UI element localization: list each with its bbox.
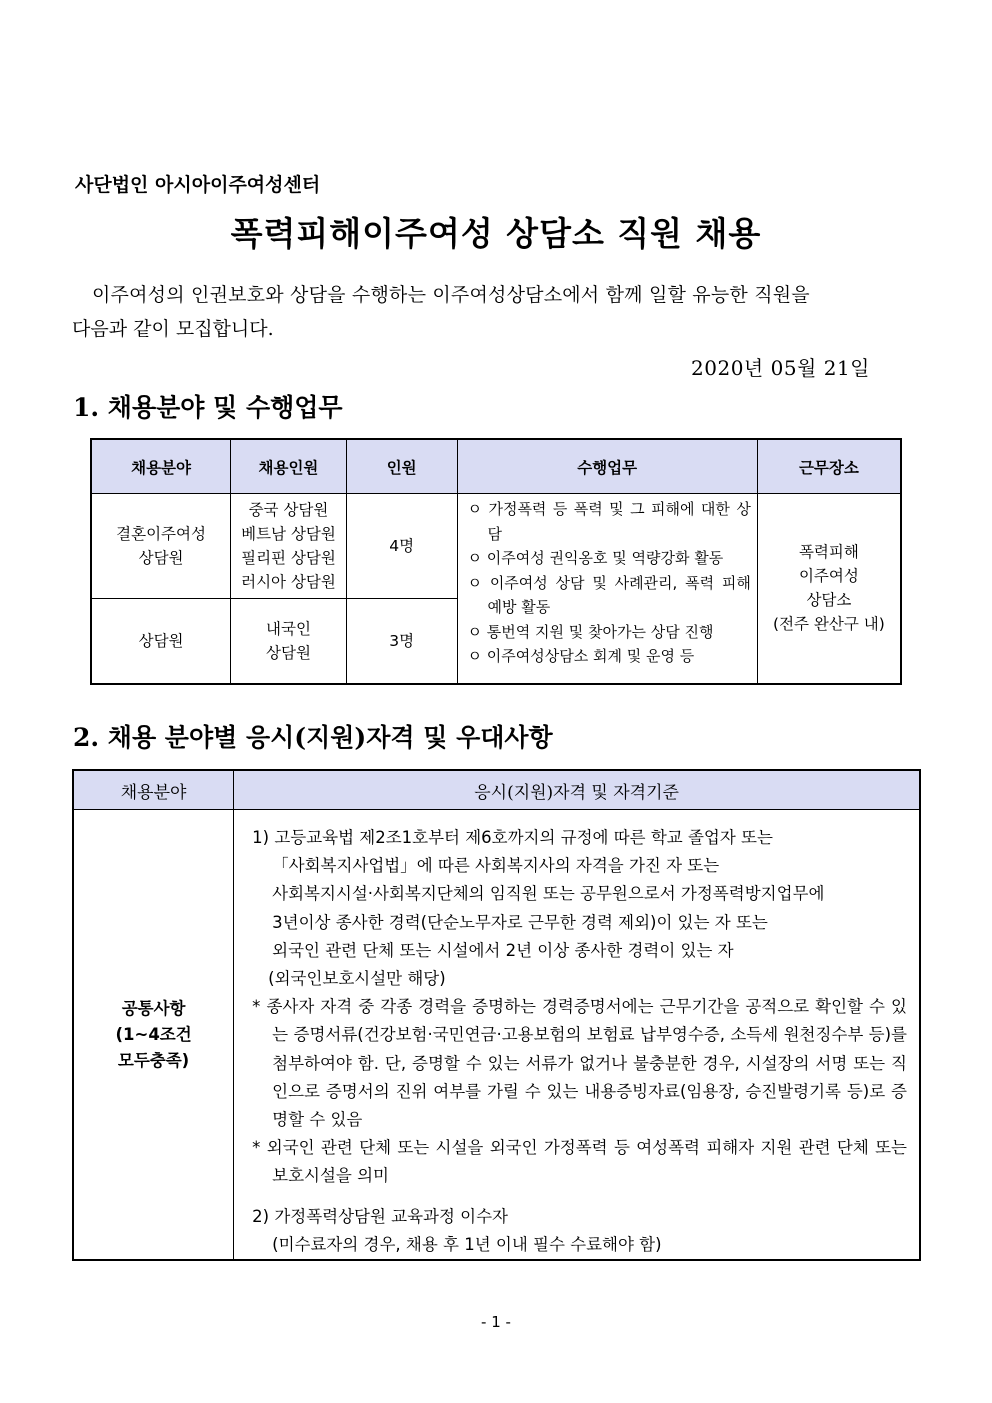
- col-location: 근무장소: [757, 439, 901, 494]
- table-row: [91, 494, 901, 599]
- col-count: 인원: [346, 439, 457, 494]
- organization-name: 사단법인 아시아이주여성센터: [75, 174, 321, 196]
- duty-item: ㅇ 이주여성상담소 회계 및 운영 등: [467, 647, 695, 665]
- duty-item: ㅇ 통번역 지원 및 찾아가는 상담 진행: [467, 622, 714, 641]
- roles-cell: 중국 상담원 베트남 상담원 필리핀 상담원 러시아 상담원: [231, 494, 347, 599]
- col-field: 채용분야: [91, 439, 231, 494]
- section1-heading: 1. 채용분야 및 수행업무: [73, 393, 343, 422]
- page-number: - 1 -: [481, 1313, 511, 1331]
- col-qualification: 응시(지원)자격 및 자격기준: [234, 770, 920, 810]
- count-cell: 4명: [346, 494, 457, 599]
- location-cell: 폭력피해 이주여성 상담소 (전주 완산구 내): [757, 494, 901, 684]
- note-item: * 종사자 자격 중 각종 경력을 증명하는 경력증명서에는 근무기간을 공적으로 확인할 수 있는 증명서류(건강보험·국민연금·고용보험의 보험료 납부영수증, 소득세 원천징수부 등)를 첨부하여야 함. 단, 증명할 수 있는 서류가 없거나 불충분한 경우, 시설장의 서명 또는 직인으로 증명서의 진위 여부를 가릴 수 있는 내용증빙자료(임용장, 승진발령기록 등)로 증명할 수 있음: [252, 997, 907, 1130]
- duty-item: ㅇ 이주여성 권익옹호 및 역량강화 활동: [467, 549, 724, 567]
- qualification-table: [72, 769, 921, 1261]
- duty-item: ㅇ 이주여성 상담 및 사례관리, 폭력 피해 예방 활동: [467, 573, 751, 616]
- roles-cell: 내국인 상담원: [231, 599, 347, 684]
- count-cell: 3명: [346, 599, 457, 684]
- qualification-item: 2) 가정폭력상담원 교육과정 이수자 (미수료자의 경우, 채용 후 1년 이내 필수 수료해야 함): [252, 1206, 662, 1254]
- col-duties: 수행업무: [457, 439, 757, 494]
- recruitment-table: [90, 438, 902, 685]
- recruitment-table-header: [91, 439, 901, 494]
- duties-cell: [457, 494, 757, 684]
- section2-heading: 2. 채용 분야별 응시(지원)자격 및 우대사항: [73, 723, 553, 752]
- intro-line-1: 이주여성의 인권보호와 상담을 수행하는 이주여성상담소에서 함께 일할 유능한 직원을: [92, 284, 810, 306]
- table-row: [73, 810, 920, 1261]
- duty-item: ㅇ 가정폭력 등 폭력 및 그 피해에 대한 상담: [467, 500, 751, 543]
- intro-paragraph: [72, 278, 922, 346]
- field-cell: 상담원: [91, 599, 231, 684]
- intro-line-2: 다음과 같이 모집합니다.: [72, 318, 274, 340]
- category-cell: 공통사항 (1~4조건 모두충족): [73, 810, 234, 1261]
- page-title: 폭력피해이주여성 상담소 직원 채용: [230, 214, 762, 253]
- posting-date: 2020년 05월 21일: [691, 356, 870, 380]
- col-field: 채용분야: [73, 770, 234, 810]
- qualification-cell: [234, 810, 920, 1261]
- col-roles: 채용인원: [231, 439, 347, 494]
- field-cell: 결혼이주여성 상담원: [91, 494, 231, 599]
- qualification-table-header: [73, 770, 920, 810]
- note-item: * 외국인 관련 단체 또는 시설을 외국인 가정폭력 등 여성폭력 피해자 지원 관련 단체 또는 보호시설을 의미: [252, 1138, 907, 1186]
- qualification-item: 1) 고등교육법 제2조1호부터 제6호까지의 규정에 따른 학교 졸업자 또는 「사회복지사업법」에 따른 사회복지사의 자격을 가진 자 또는 사회복지시설·사회복지단체의 임직원 또는 공무원으로서 가정폭력방지업무에 3년이상 종사한 경력(단순노무자로 근무한 경력 제외)이 있는 자 또는 외국인 관련 단체 또는 시설에서 2년 이상 종사한 경력이 있는 자 (외국인보호시설만 해당): [252, 828, 825, 989]
